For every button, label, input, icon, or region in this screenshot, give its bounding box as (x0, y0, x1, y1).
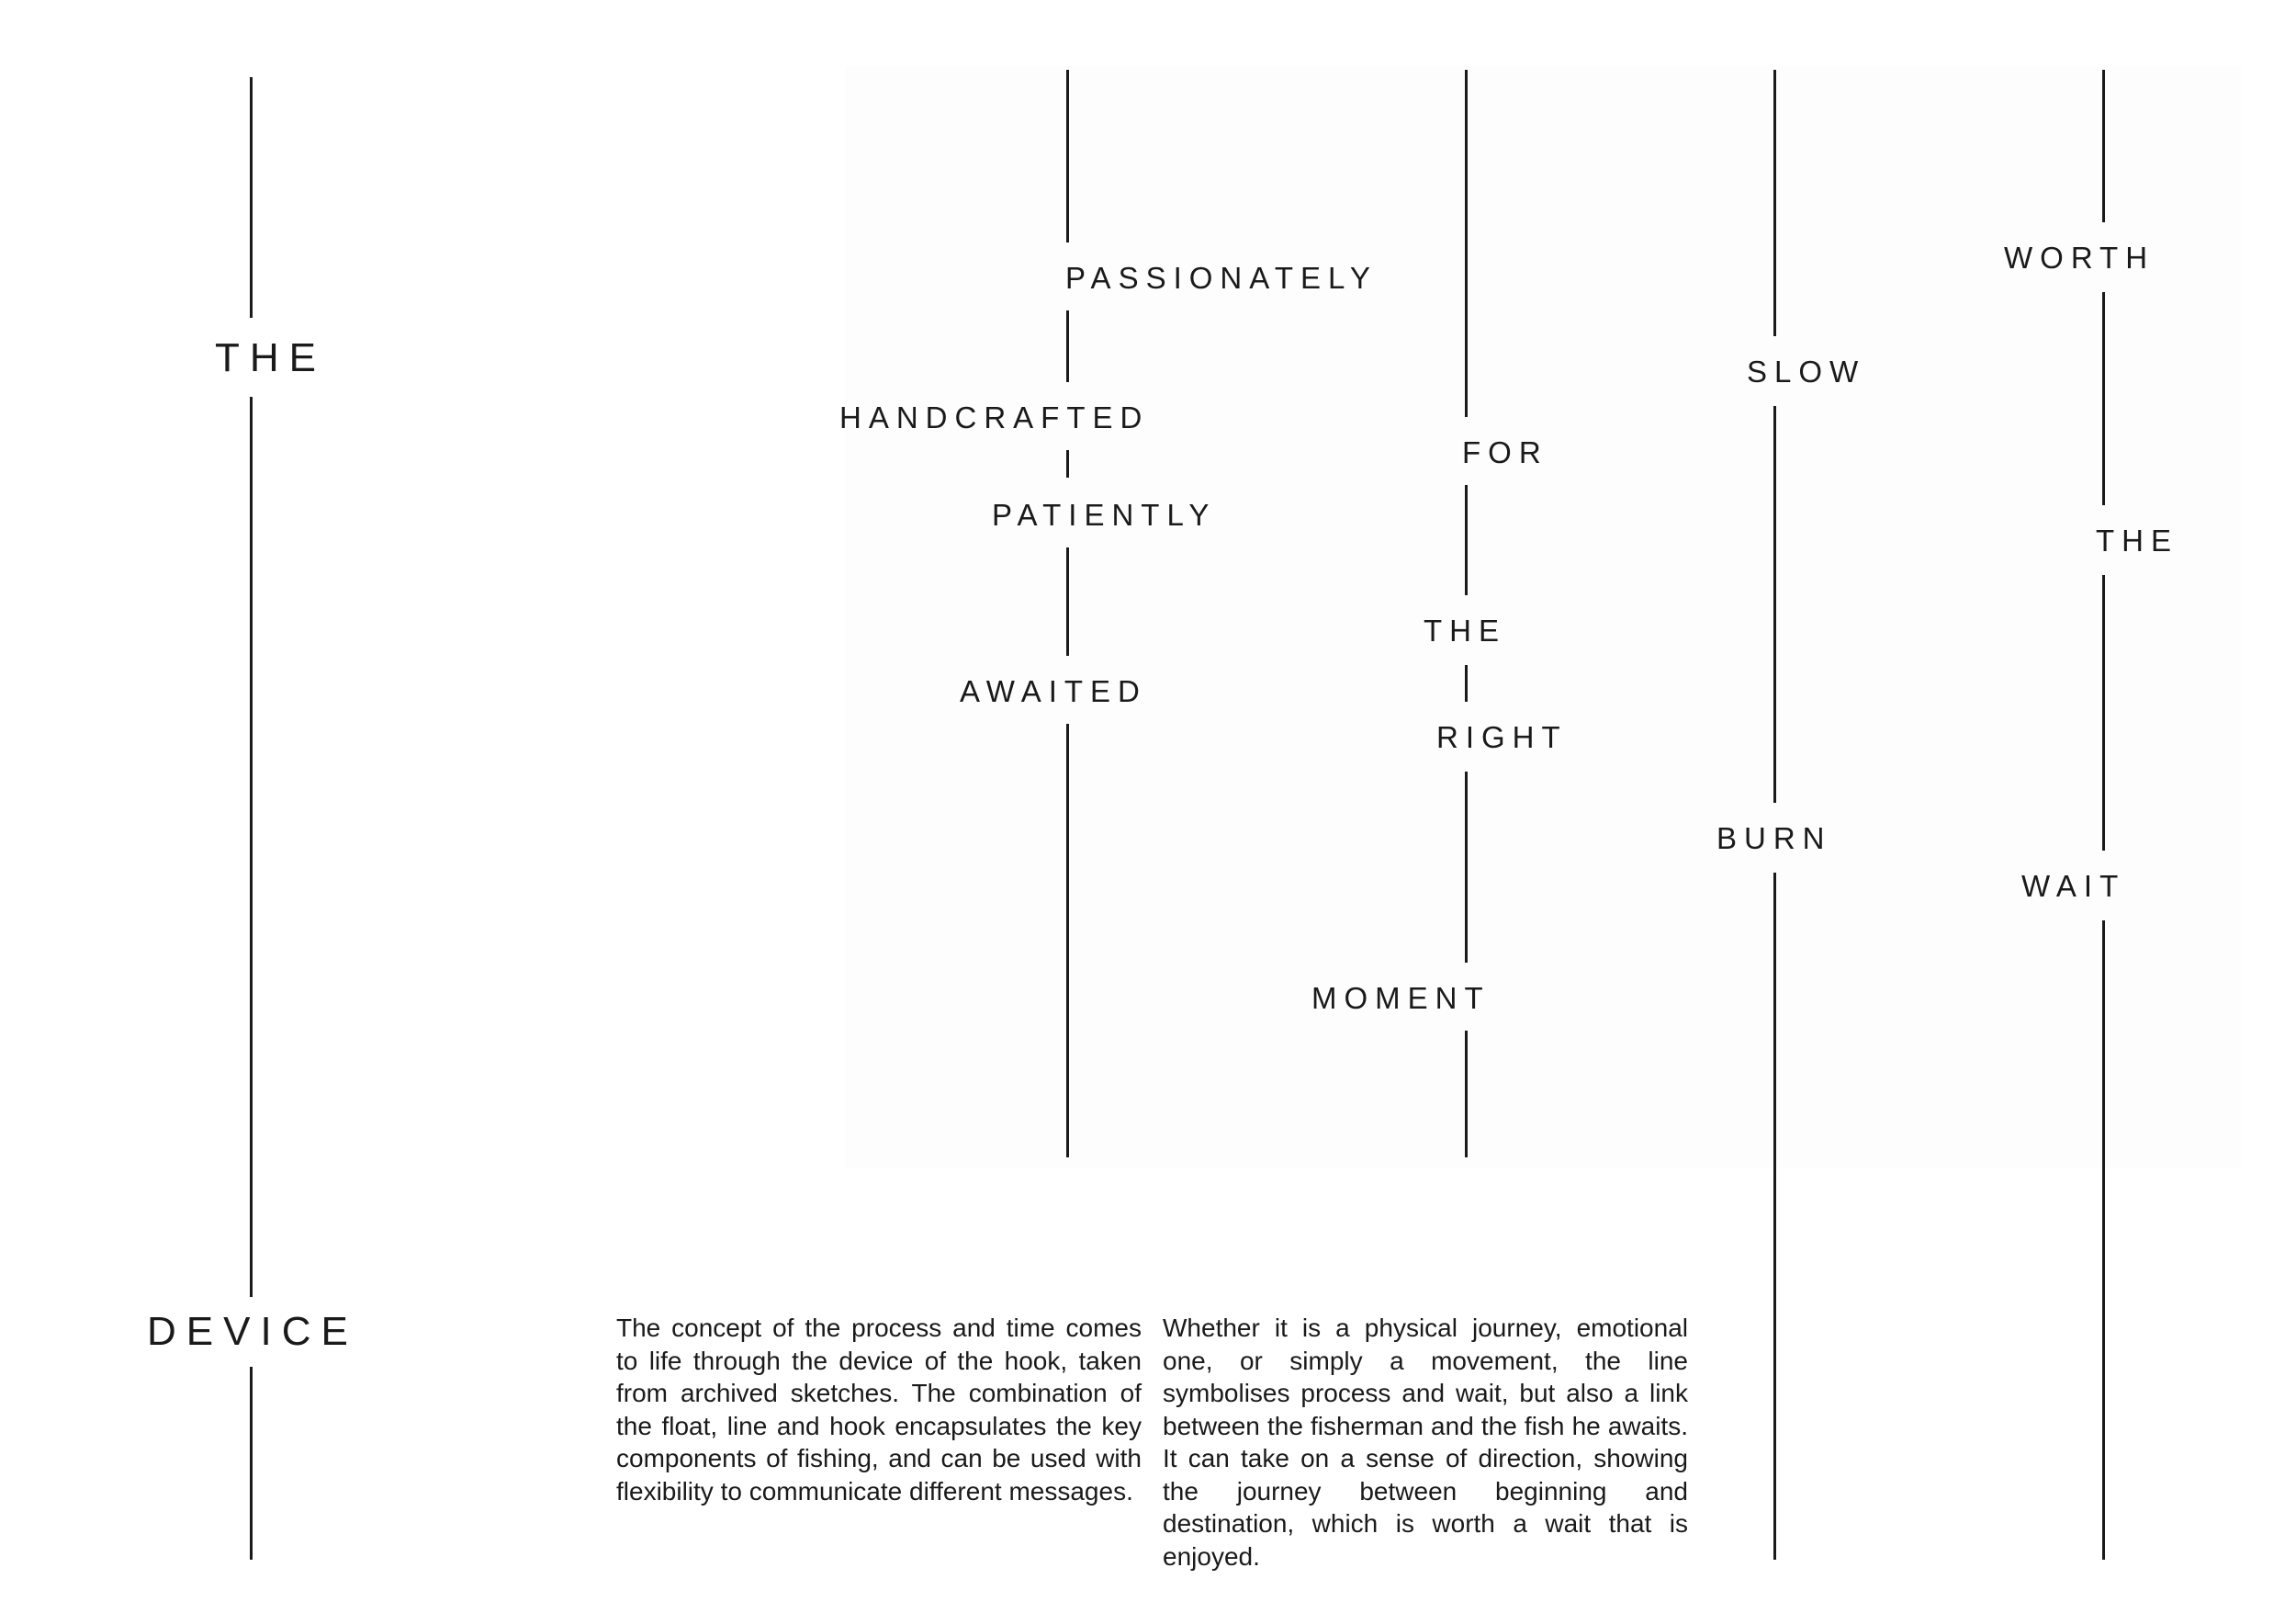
word-slow: SLOW (1747, 355, 1866, 389)
word-handcrafted: HANDCRAFTED (839, 400, 1150, 434)
word-worth: WORTH (2004, 241, 2155, 275)
paragraph-journey: Whether it is a physical journey, emotional one, or simply a movement, the line symbolises process and wait, but also a link between the fisherman and the fish he awaits. It can take on a sense of direction, showing the journey between beginning and destination, which is worth a wait that is enjoyed. (1163, 1314, 1688, 1571)
line-col2-seg3 (1066, 450, 1069, 478)
line-col3-seg3 (1465, 665, 1468, 702)
line-col5-seg1 (2102, 70, 2105, 222)
word-patiently: PATIENTLY (992, 498, 1217, 532)
line-col2-seg5 (1066, 724, 1069, 1157)
line-col4-seg2 (1773, 406, 1776, 803)
line-col3-seg2 (1465, 485, 1468, 595)
word-burn: BURN (1716, 821, 1832, 855)
word-the-col3: THE (1424, 614, 1506, 648)
paragraph-concept: The concept of the process and time comes to life through the device of the hook, taken from archived sketches. The combination of the float, line and hook encapsulates the key components of fishing, and can be used with flexibility to communicate different messages. (616, 1314, 1142, 1506)
word-wait: WAIT (2021, 869, 2126, 903)
line-col5-seg3 (2102, 575, 2105, 851)
word-awaited: AWAITED (960, 674, 1147, 708)
line-col1-seg1 (250, 77, 253, 318)
word-the-col5: THE (2096, 524, 2178, 558)
line-col1-seg3 (250, 1367, 253, 1560)
word-moment: MOMENT (1311, 981, 1491, 1015)
line-col5-seg4 (2102, 920, 2105, 1560)
line-col3-seg1 (1465, 70, 1468, 417)
line-col3-seg4 (1465, 772, 1468, 963)
background-panel (845, 66, 2241, 1168)
line-col2-seg2 (1066, 310, 1069, 382)
line-col2-seg4 (1066, 547, 1069, 656)
word-the-col1: THE (215, 335, 326, 380)
word-for: FOR (1462, 435, 1548, 469)
line-col2-seg1 (1066, 70, 1069, 242)
line-col5-seg2 (2102, 292, 2105, 505)
line-col3-seg5 (1465, 1031, 1468, 1157)
word-device: DEVICE (147, 1309, 358, 1354)
line-col1-seg2 (250, 397, 253, 1297)
line-col4-seg1 (1773, 70, 1776, 336)
word-right: RIGHT (1436, 720, 1568, 754)
line-col4-seg3 (1773, 873, 1776, 1560)
word-passionately: PASSIONATELY (1065, 261, 1378, 295)
